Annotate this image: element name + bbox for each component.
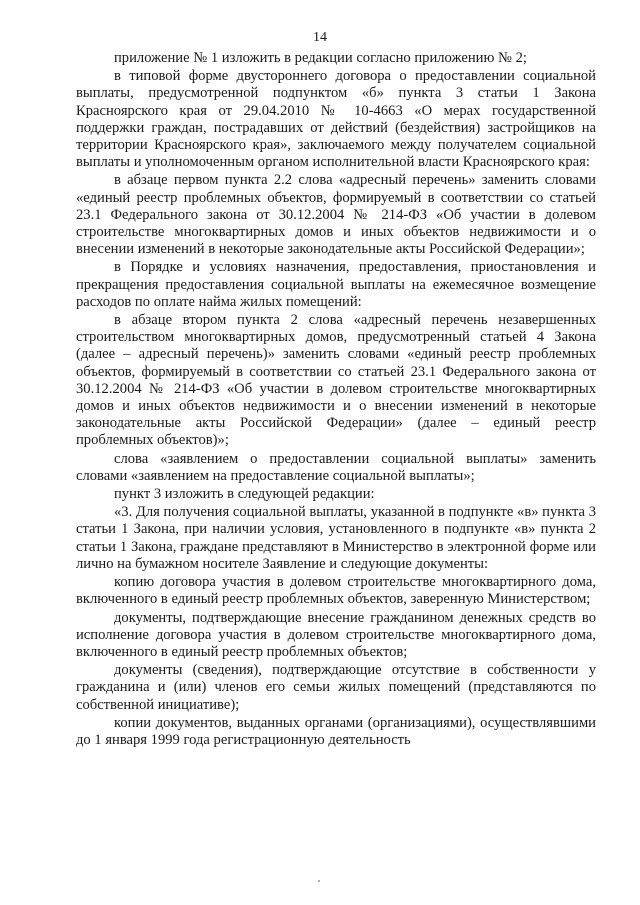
paragraph: в Порядке и условиях назначения, предоставления, приостановления и прекращения предоставления социальной выплаты на ежемесячное возмещение расходов по оплате найма жилых помещений:: [76, 259, 596, 310]
paragraph: документы (сведения), подтверждающие отсутствие в собственности у гражданина и (или) членов его семьи жилых помещений (представляются по собственной инициативе);: [76, 662, 596, 713]
paragraph: слова «заявлением о предоставлении социальной выплаты» заменить словами «заявлением на предоставление социальной выплаты»;: [76, 450, 596, 484]
paragraph: «3. Для получения социальной выплаты, указанной в подпункте «в» пункта 3 статьи 1 Закона, при наличии условия, установленного в подпункте «в» пункта 2 статьи 1 Закона, граждане представляют в Министерство в электронной форме или лично на бумажном носителе Заявление и следующие документы:: [76, 504, 596, 572]
scan-speck: [318, 880, 320, 882]
paragraph: в типовой форме двустороннего договора о предоставлении социальной выплаты, предусмотренной подпунктом «б» пункта 3 статьи 1 Закона Красноярского края от 29.04.2010 № 10-4663 «О мерах государственной поддержки граждан, пострадавших от действий (бездействия) застройщиков на территории Красноярского края», заключаемого между получателем социальной выплаты и уполномоченным органом исполнительной власти Красноярского края:: [76, 68, 596, 171]
paragraph: копию договора участия в долевом строительстве многоквартирного дома, включенного в единый реестр проблемных объектов, заверенную Министерством;: [76, 574, 596, 608]
paragraph: пункт 3 изложить в следующей редакции:: [114, 486, 375, 503]
document-body: [76, 50, 596, 749]
paragraph: копии документов, выданных органами (организациями), осуществлявшими до 1 января 1999 года регистрационную деятельность: [76, 714, 596, 748]
paragraph: в абзаце втором пункта 2 слова «адресный перечень незавершенных строительством многоквартирных домов, предусмотренный статьей 4 Закона (далее – адресный перечень)» заменить словами «единый реестр проблемных объектов, формируемый в соответствии со статьей 23.1 Федерального закона от 30.12.2004 № 214-ФЗ «Об участии в долевом строительстве многоквартирных домов и иных объектов недвижимости и о внесении изменений в некоторые законодательные акты Российской Федерации» (далее – единый реестр проблемных объектов)»;: [76, 312, 596, 449]
paragraph: приложение № 1 изложить в редакции согласно приложению № 2;: [114, 50, 527, 66]
paragraph: документы, подтверждающие внесение гражданином денежных средств во исполнение договора участия в долевом строительстве многоквартирного дома, включенного в единый реестр проблемных объектов;: [76, 609, 596, 660]
page-number: 14: [313, 30, 327, 45]
paragraph: в абзаце первом пункта 2.2 слова «адресный перечень» заменить словами «единый реестр проблемных объектов, формируемый в соответствии со статьей 23.1 Федерального закона от 30.12.2004 № 214-ФЗ «Об участии в долевом строительстве многоквартирных домов и иных объектов недвижимости и о внесении изменений в некоторые законодательные акты Российской Федерации»;: [76, 172, 596, 258]
